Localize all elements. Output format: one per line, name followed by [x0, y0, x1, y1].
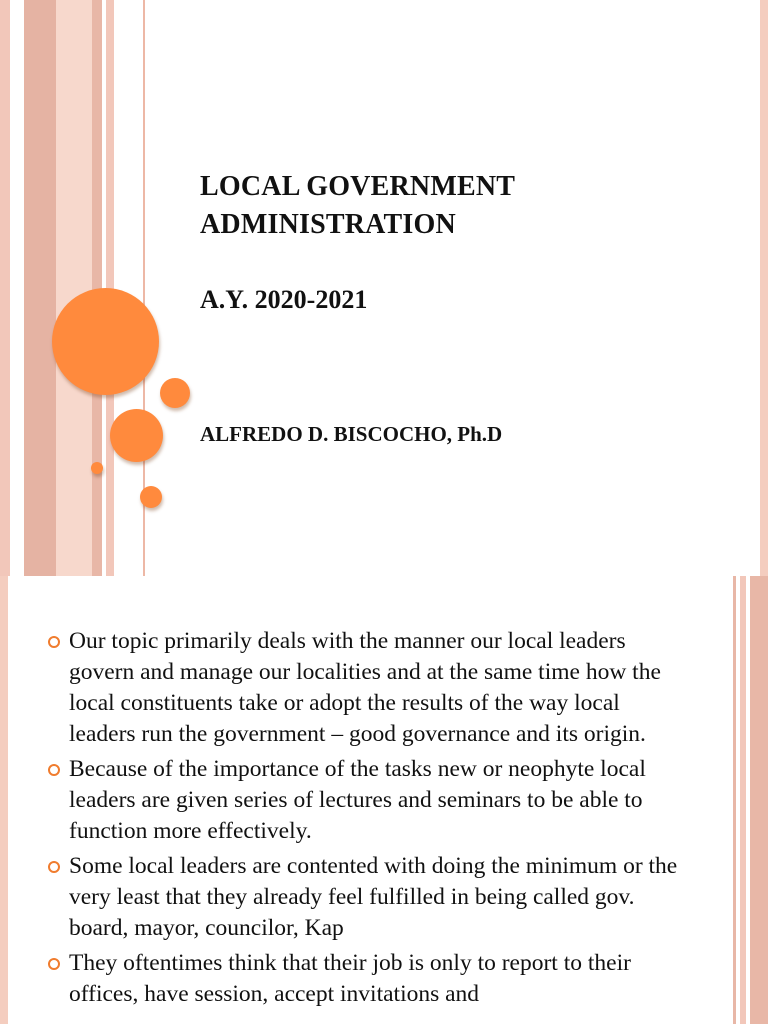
circle-bullet-icon — [48, 636, 60, 648]
list-item — [46, 851, 686, 944]
stripe-decoration — [740, 576, 746, 1024]
bullet-text: Some local leaders are contented with doing the minimum or the very least that they already feel fulfilled in being called gov. board, mayor, councilor, Kap — [69, 853, 678, 941]
list-item — [46, 626, 686, 750]
stripe-decoration — [24, 0, 56, 576]
orange-circle — [110, 409, 163, 462]
stripe-decoration — [733, 576, 736, 1024]
list-item — [46, 754, 686, 847]
stripe-decoration — [0, 0, 10, 576]
bullet-text: Our topic primarily deals with the manner our local leaders govern and manage our localities and at the same time how the local constituents take or adopt the results of the way local leaders run the government – good governance and its origin. — [69, 628, 661, 747]
bullet-text: Because of the importance of the tasks new or neophyte local leaders are given series of lectures and seminars to be able to function more effectively. — [69, 756, 646, 844]
circle-bullet-icon — [48, 764, 60, 776]
stripe-decoration — [0, 576, 8, 1024]
title-line-2: ADMINISTRATION — [200, 209, 456, 240]
orange-circle — [160, 378, 190, 408]
bullet-text: They oftentimes think that their job is only to report to their offices, have session, accept invitations and — [69, 950, 631, 1007]
stripe-decoration — [760, 0, 768, 576]
orange-circle — [140, 486, 162, 508]
author-name: ALFREDO D. BISCOCHO, Ph.D — [200, 422, 503, 446]
content-slide — [0, 576, 768, 1024]
circle-bullet-icon — [48, 958, 60, 970]
bullet-list — [46, 626, 686, 1014]
list-item — [46, 948, 686, 1010]
large-orange-circle — [52, 288, 159, 395]
stripe-decoration — [750, 576, 768, 1024]
stripe-decoration — [56, 0, 92, 576]
circle-bullet-icon — [48, 861, 60, 873]
academic-year: A.Y. 2020-2021 — [200, 285, 368, 314]
slide-title — [200, 168, 720, 317]
title-line-1: LOCAL GOVERNMENT — [200, 171, 516, 202]
small-orange-circle — [91, 462, 103, 474]
